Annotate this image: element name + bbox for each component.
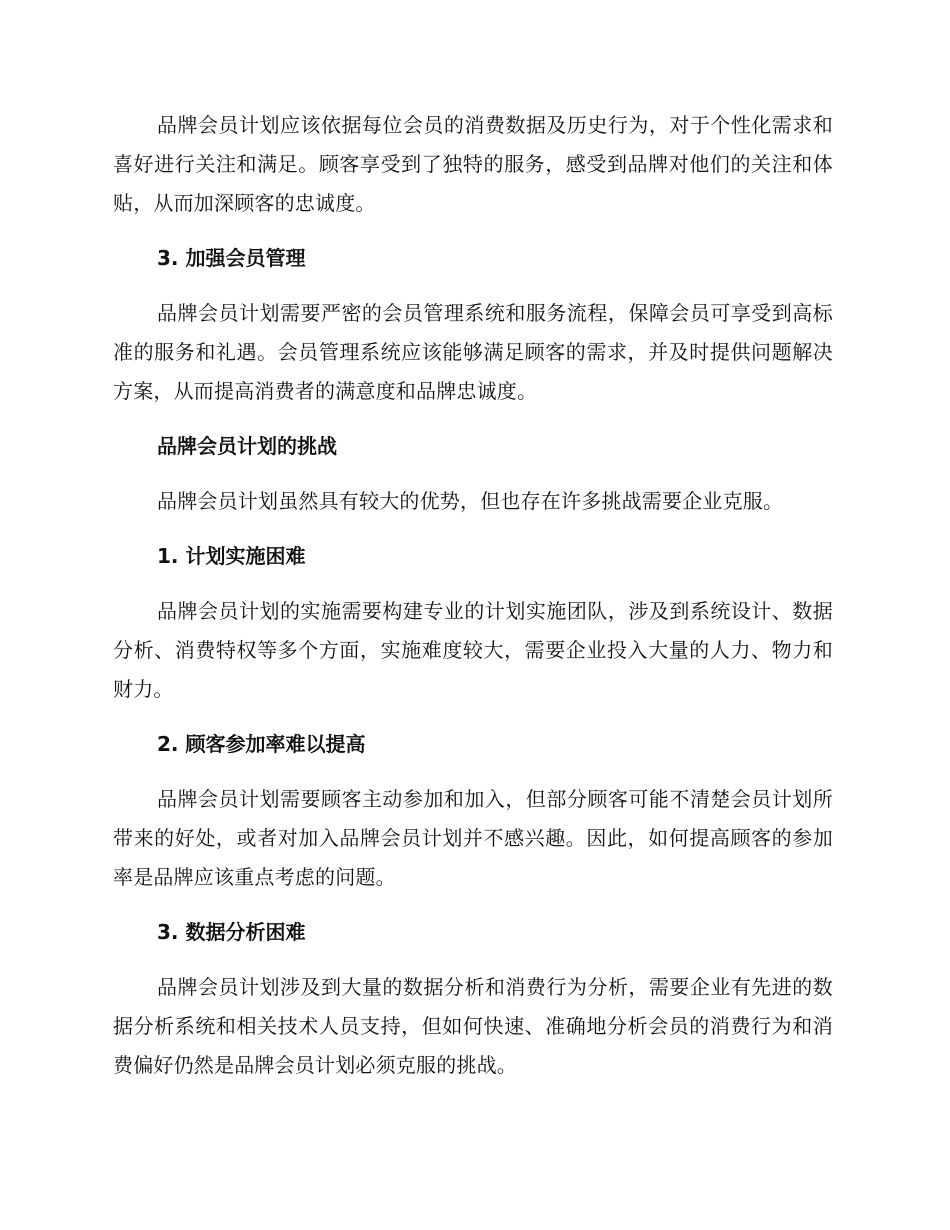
paragraph-implementation-difficulty: 品牌会员计划的实施需要构建专业的计划实施团队，涉及到系统设计、数据分析、消费特权等多个方面，实施难度较大，需要企业投入大量的人力、物力和财力。 [113, 599, 833, 701]
heading-participation-rate: 2. 顾客参加率难以提高 [157, 732, 366, 756]
heading-implementation-difficulty: 1. 计划实施困难 [157, 544, 306, 568]
paragraph-personalization: 品牌会员计划应该依据每位会员的消费数据及历史行为，对于个性化需求和喜好进行关注和满足。顾客享受到了独特的服务，感受到品牌对他们的关注和体贴，从而加深顾客的忠诚度。 [113, 113, 833, 215]
document-page [113, 106, 833, 1085]
paragraph-participation-rate: 品牌会员计划需要顾客主动参加和加入，但部分顾客可能不清楚会员计划所带来的好处，或者对加入品牌会员计划并不感兴趣。因此，如何提高顾客的参加率是品牌应该重点考虑的问题。 [113, 787, 833, 889]
heading-data-analysis: 3. 数据分析困难 [157, 920, 306, 944]
paragraph-data-analysis: 品牌会员计划涉及到大量的数据分析和消费行为分析，需要企业有先进的数据分析系统和相关技术人员支持，但如何快速、准确地分析会员的消费行为和消费偏好仍然是品牌会员计划必须克服的挑战。 [113, 975, 833, 1077]
heading-member-management: 3. 加强会员管理 [157, 246, 306, 270]
heading-challenges: 品牌会员计划的挑战 [157, 434, 337, 458]
paragraph-member-management: 品牌会员计划需要严密的会员管理系统和服务流程，保障会员可享受到高标准的服务和礼遇。会员管理系统应该能够满足顾客的需求，并及时提供问题解决方案，从而提高消费者的满意度和品牌忠诚度。 [113, 301, 833, 403]
paragraph-challenges-intro: 品牌会员计划虽然具有较大的优势，但也存在许多挑战需要企业克服。 [157, 489, 784, 513]
